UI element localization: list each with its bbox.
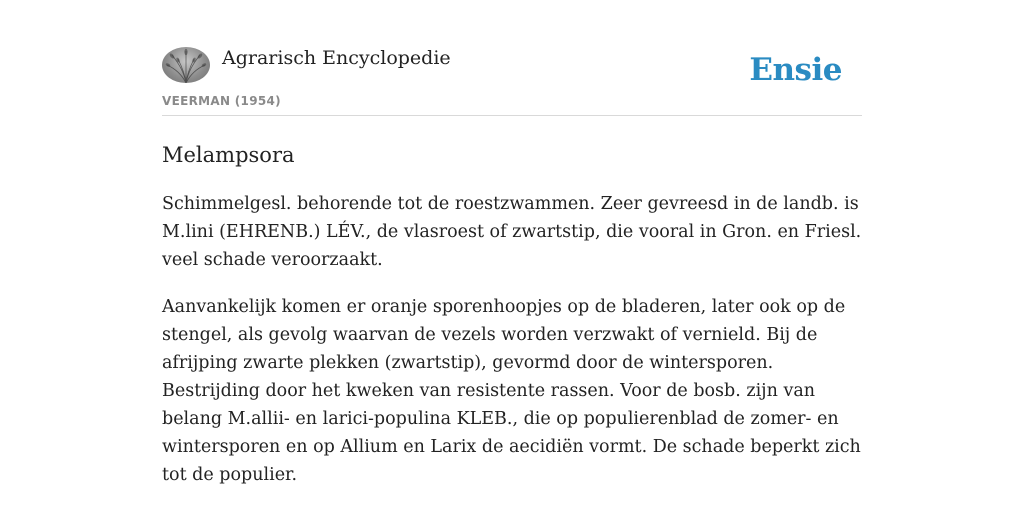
- source-title[interactable]: Agrarisch Encyclopedie: [222, 47, 451, 69]
- article-paragraph-1: Schimmelgesl. behorende tot de roestzwammen. Zeer gevreesd in de landb. is M.lini (EHRENB.) LÉV., de vlasroest of zwartstip, die vooral in Gron. en Friesl. veel schade veroorzaakt.: [162, 194, 862, 270]
- wheat-illustration-icon[interactable]: [162, 47, 210, 83]
- page: [162, 0, 862, 489]
- brand-logo[interactable]: Ensie: [749, 52, 842, 88]
- source-header: [162, 0, 862, 116]
- article-term: Melampsora: [162, 143, 295, 167]
- source-meta: VEERMAN (1954): [162, 94, 281, 108]
- article-paragraph-2: Aanvankelijk komen er oranje sporenhoopjes op de bladeren, later ook op de stengel, als gevolg waarvan de vezels worden verzwakt of vernield. Bij de afrijping zwarte plekken (zwartstip), gevormd door de wintersporen. Bestrijding door het kweken van resistente rassen. Voor de bosb. zijn van belang M.allii- en larici-populina KLEB., die op populierenblad de zomer- en wintersporen en op Allium en Larix de aecidiën vormt. De schade beperkt zich tot de populier.: [162, 297, 861, 485]
